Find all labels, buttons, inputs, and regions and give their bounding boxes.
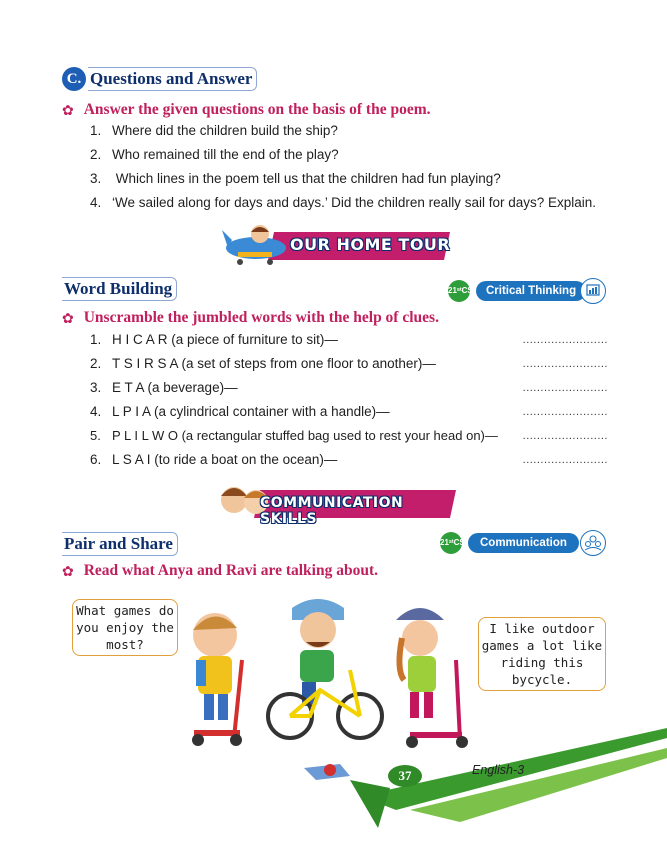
question-list (90, 119, 620, 215)
answer-blank[interactable]: ........................ (522, 454, 608, 466)
instruction-text: Unscramble the jumbled words with the help of clues. (83, 309, 439, 326)
list-item: 3. Which lines in the poem tell us that the children had fun playing? (90, 171, 501, 186)
home-tour-banner (218, 222, 458, 268)
page-number: 37 (388, 765, 422, 787)
communication-title: COMMUNICATION SKILLS (260, 495, 404, 527)
flower-bullet-icon: ✿ (62, 562, 74, 579)
section-c-heading (62, 66, 257, 92)
communication-banner (212, 478, 462, 527)
group-icon (580, 530, 606, 556)
skill-pill: Critical Thinking (476, 281, 586, 301)
list-item: 1. H I C A R (a piece of furniture to sit)— ........................ (90, 328, 608, 352)
boy-scooter-icon (192, 613, 242, 746)
pair-share-instruction (62, 562, 378, 580)
jumbled-word-list (90, 328, 608, 472)
list-item: 4. L P I A (a cylindrical container with a handle)— ........................ (90, 400, 608, 424)
cs-badge: 21ˢᵗCS (448, 280, 470, 302)
speech-bubble-left: What games do you enjoy the most? (72, 599, 178, 656)
chart-icon (580, 278, 606, 304)
word-building-instruction (62, 309, 439, 327)
list-item: 5. P L I L W O (a rectangular stuffed bag used to rest your head on)— ........................ (90, 424, 608, 448)
section-c-instruction (62, 101, 431, 119)
list-item: 2. Who remained till the end of the play? (90, 147, 339, 162)
instruction-text: Answer the given questions on the basis of the poem. (83, 101, 431, 118)
list-item: 6. L S A I (to ride a boat on the ocean)— ........................ (90, 448, 608, 472)
communication-tag (440, 530, 608, 556)
answer-blank[interactable]: ........................ (522, 382, 608, 394)
instruction-text: Read what Anya and Ravi are talking about. (83, 562, 378, 579)
list-item: 2. T S I R S A (a set of steps from one floor to another)— ........................ (90, 352, 608, 376)
answer-blank[interactable]: ........................ (522, 406, 608, 418)
answer-blank[interactable]: ........................ (522, 358, 608, 370)
word-building-title: Word Building (62, 277, 177, 301)
footer-decoration (300, 718, 667, 847)
section-c-title: Questions and Answer (88, 67, 257, 91)
skill-pill: Communication (468, 533, 579, 553)
list-item: 1. Where did the children build the ship? (90, 123, 338, 138)
pair-share-title: Pair and Share (62, 532, 178, 556)
section-letter-badge: C. (62, 67, 86, 91)
critical-thinking-tag (448, 278, 608, 304)
speech-bubble-right: I like outdoor games a lot like riding this bycycle. (478, 617, 606, 691)
cs-badge: 21ˢᵗCS (440, 532, 462, 554)
list-item: 3. E T A (a beverage)— ........................ (90, 376, 608, 400)
answer-blank[interactable]: ........................ (522, 334, 608, 346)
flower-bullet-icon: ✿ (62, 309, 74, 326)
flower-bullet-icon: ✿ (62, 101, 74, 118)
book-title: English-3 (472, 763, 525, 777)
home-tour-title: OUR HOME TOUR (290, 235, 451, 254)
answer-blank[interactable]: ........................ (522, 430, 608, 442)
list-item: 4. ‘We sailed along for days and days.’ Did the children really sail for days? Explain. (90, 195, 597, 210)
